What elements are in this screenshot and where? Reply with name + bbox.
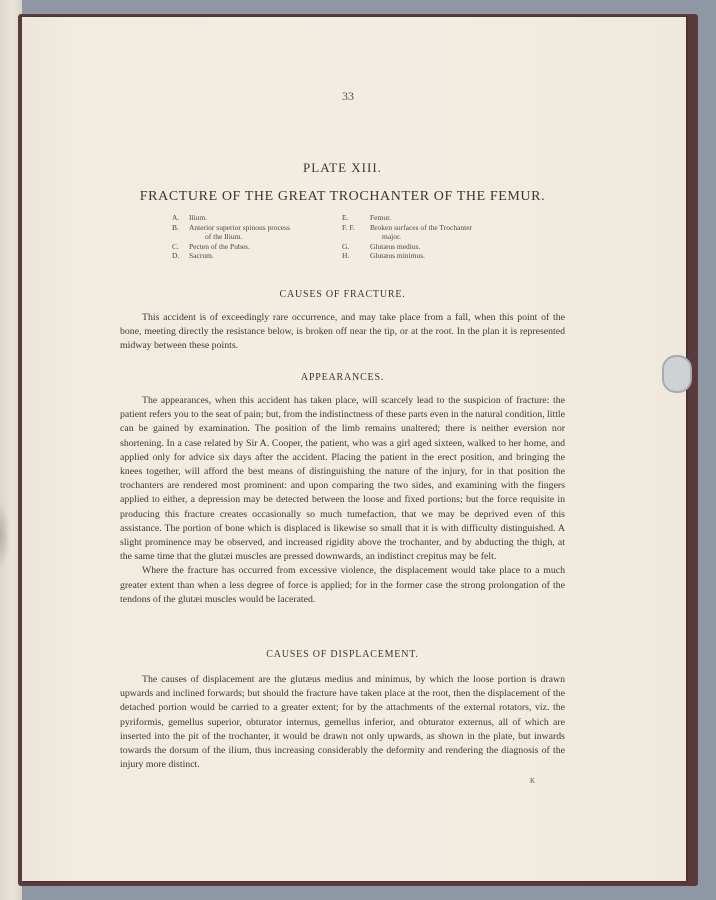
book-clasp [662, 355, 692, 393]
paragraph: The causes of displacement are the glutæus medius and minimus, by which the loose portion is drawn upwards and inclined forwards; but should the fracture have taken place at the root, then the displacement of the detached portion would be carried to a greater extent; for by the attachments of the external rotators, viz. the pyriformis, gemellus superior, obturator internus, gemellus inferior, and obturator externus, all of which are inserted into the pit of the trochanter, it would be drawn not only upwards, as shown in the plate, but inwards towards the dorsum of the ilium, thus increasing considerably the deformity and rendering the diagnosis of the injury more distinct. [120, 674, 565, 771]
legend-item: F. F. Broken surfaces of the Trochanter [342, 222, 473, 232]
paragraph: This accident is of exceedingly rare occurrence, and may take place from a fall, when this point of the bone, meeting directly the resistance below, is broken off near the tip, or at the root. In the plan it is represented midway between these points. [120, 312, 565, 352]
section-appearances [120, 394, 565, 607]
heading-causes-of-displacement: CAUSES OF DISPLACEMENT. [266, 649, 419, 660]
paragraph: Where the fracture has occurred from excessive violence, the displacement would take place to a much greater extent than when a less degree of force is applied; for in the former case the strong prolongation of the tendons of the glutæi muscles would be lacerated. [120, 565, 565, 605]
heading-appearances: APPEARANCES. [300, 372, 385, 383]
legend-item: E. Femur. [342, 213, 392, 222]
book-page [22, 17, 686, 881]
legend-item: C. Pecten of the Pubes. [172, 241, 250, 251]
page-number: 33 [342, 89, 354, 103]
heading-causes-of-fracture: CAUSES OF FRACTURE. [279, 289, 406, 300]
legend-item: major. [382, 232, 401, 242]
legend-right [342, 213, 522, 261]
legend-item: D. Sacrum. [172, 251, 214, 261]
page-title: FRACTURE OF THE GREAT TROCHANTER OF THE FEMUR. [139, 189, 546, 204]
legend-item: G. Glutæus medius. [342, 241, 421, 251]
section-causes-of-displacement [120, 673, 565, 772]
legend-item: B. Anterior superior spinous process [172, 222, 291, 232]
paragraph: The appearances, when this accident has taken place, will scarcely lead to the suspicion of fracture: the patient refers you to the seat of pain; but, from the indistinctness of these parts even in the natural condition, little can be gained by examination. The position of the limb remains unaltered; there is neither eversion nor shortening. In a case related by Sir A. Cooper, the patient, who was a girl aged sixteen, walked to her home, and applied only for advice six days after the accident. Placing the patient in the erect position, and bringing the knees together, will afford the best means of distinguishing the nature of the injury, for in that position the trochanters are rendered most prominent: and upon comparing the two sides, and examining with the fingers applied to either, a depression may be detected between the loose and fixed portions; but the force requisite in producing this fracture creates occasionally so much tumefaction, that we may be deprived even of this assistance. The portion of bone which is displaced is likewise so small that it is with difficulty distinguished. A slight prominence may be observed, and increased rigidity above the trochanter, and by abducting the thigh, at the same time that the glutæi muscles are pressed downwards, an indistinct crepitus may be felt. [120, 395, 565, 563]
page-edge-stain [0, 500, 10, 570]
legend-item: of the Ilium. [205, 232, 243, 242]
legend-item: A. Ilium. [172, 213, 208, 222]
plate-number: PLATE XIII. [303, 160, 382, 175]
section-causes-of-fracture [120, 311, 565, 354]
signature-mark: K [530, 777, 536, 785]
legend-item: H. Glutæus minimus. [342, 251, 426, 261]
legend-left [172, 213, 332, 261]
